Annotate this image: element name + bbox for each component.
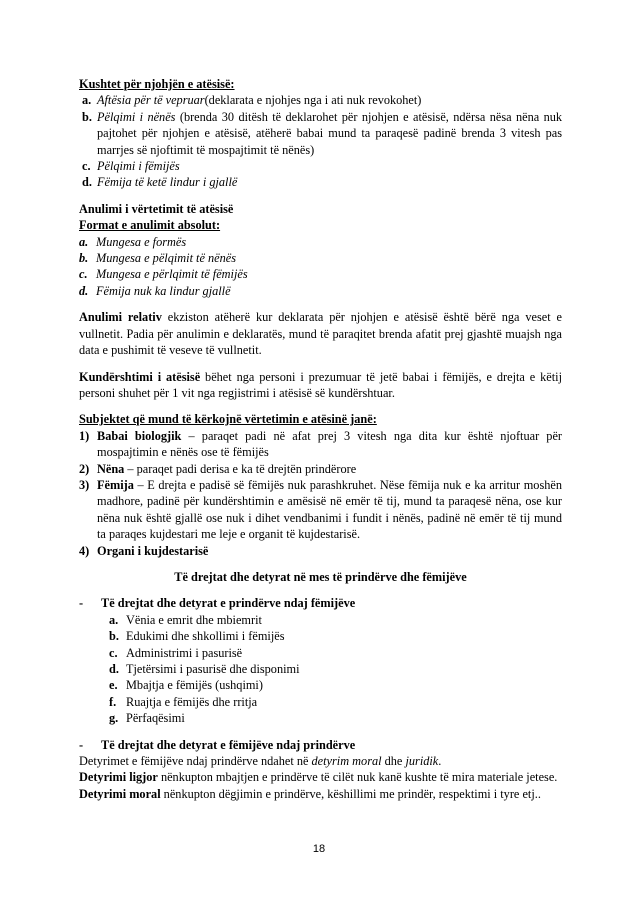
list-marker: a. bbox=[82, 93, 92, 108]
list-marker: a. bbox=[79, 234, 89, 249]
list-item bbox=[109, 645, 562, 661]
dash-heading-femijeve bbox=[79, 737, 562, 753]
section-heading-subjektet: Subjektet që mund të kërkojnë vërtetimin e atësinë janë: bbox=[79, 412, 377, 427]
list-item bbox=[79, 266, 562, 282]
text-span: juridik bbox=[405, 754, 439, 769]
list-marker: 2) bbox=[79, 461, 90, 476]
item-text: (brenda 30 ditësh të deklarohet për njohjen e atësisë, ndërsa nësa nëna nuk pajtohet për njohjen e atësisë, atëherë babai mund ta paraqesë padinë brenda 3 vitesh pas marrjes së njoftimit të mospajtimit të nënës) bbox=[97, 109, 563, 157]
list-item bbox=[79, 461, 562, 477]
item-text: Edukimi dhe shkollimi i fëmijës bbox=[126, 629, 285, 644]
text-span: detyrim moral bbox=[311, 754, 382, 769]
item-text: Mbajtja e fëmijës (ushqimi) bbox=[126, 678, 263, 693]
text-span: . bbox=[438, 754, 442, 769]
list-item bbox=[79, 250, 562, 266]
item-text: Administrimi i pasurisë bbox=[126, 645, 243, 660]
paragraph-text: ekziston atëherë kur deklarata për njohjen e atësisë është bërë nga veset e vullnetit. Padia për anulimin e deklaratës, mund të paraqitet brenda afatit prej gjashtë muajsh nga data e pushimit të veseve të vullnetit. bbox=[79, 310, 562, 358]
list-marker: b. bbox=[109, 629, 119, 644]
item-lead: Aftësia për të vepruar bbox=[97, 93, 205, 108]
item-lead: Babai biologjik bbox=[97, 428, 182, 443]
page-number: 18 bbox=[312, 843, 326, 855]
absolute-annulment-list bbox=[79, 234, 562, 300]
item-text: Mungesa e përlqimit të fëmijës bbox=[96, 267, 248, 282]
item-text: – E drejta e padisë së fëmijës nuk parashkruhet. Nëse fëmija nuk e ka arritur moshën madhore, padinë për kundërshtimin e amësisë në emër të tij, mund ta paraqesë nëna, ose kur nëna nuk është gjallë ose nuk i dihet vendbanimi i fundit i nënës, padinë në emër të tij mund ta paraqes kujdestari me leje e organit të kujdestarisë. bbox=[97, 477, 562, 542]
paragraph-text: nënkupton mbajtjen e prindërve të cilët nuk kanë kushte të mira materiale jetese. bbox=[157, 770, 558, 785]
list-marker: b. bbox=[82, 109, 92, 124]
item-text: Përfaqësimi bbox=[126, 711, 185, 726]
list-item bbox=[109, 628, 562, 644]
list-item bbox=[79, 234, 562, 250]
subheading-format: Format e anulimit absolut: bbox=[79, 218, 221, 233]
list-marker: e. bbox=[109, 678, 118, 693]
item-lead: Nëna bbox=[97, 461, 125, 476]
item-lead: Pëlqimi i fëmijës bbox=[97, 159, 180, 174]
list-marker: d. bbox=[79, 283, 89, 298]
item-text: Mungesa e formës bbox=[96, 234, 187, 249]
dash-marker: - bbox=[79, 737, 84, 752]
list-marker: 3) bbox=[79, 477, 90, 492]
item-text: – paraqet padi në afat prej 3 vitesh nga dita kur është njoftuar për mospajtimin e nënës ose të fëmijës bbox=[97, 428, 563, 460]
list-marker: d. bbox=[109, 662, 119, 676]
list-item bbox=[109, 710, 562, 726]
item-text: Mungesa e pëlqimit të nënës bbox=[96, 251, 237, 266]
section-heading: Të drejtat dhe detyrat e prindërve ndaj fëmijëve bbox=[101, 596, 356, 611]
item-text: Vënia e emrit dhe mbiemrit bbox=[126, 612, 262, 627]
list-marker: a. bbox=[109, 612, 119, 627]
paragraph-lead: Detyrimi ligjor bbox=[79, 770, 158, 785]
item-text: Tjetërsimi i pasurisë dhe disponimi bbox=[126, 662, 300, 676]
item-text: (deklarata e njohjes nga i ati nuk revokohet) bbox=[204, 93, 422, 108]
paragraph-detyrimi-ligjor bbox=[79, 769, 562, 785]
list-marker: g. bbox=[109, 711, 119, 726]
text-span: Detyrimet e fëmijëve ndaj prindërve ndahet në bbox=[79, 754, 312, 769]
document-page bbox=[79, 76, 562, 802]
paragraph-anulimi-relativ bbox=[79, 309, 562, 358]
paragraph-text: bëhet nga personi i prezumuar të jetë babai i fëmijës, e drejta e këtij personi shuhet për 1 vit nga regjistrimi i atësisë së kundërshtuar. bbox=[79, 369, 562, 400]
paragraph-detyrimi-moral bbox=[79, 786, 562, 802]
list-item bbox=[79, 283, 562, 299]
list-item bbox=[109, 661, 562, 677]
subjects-list bbox=[79, 428, 562, 559]
list-marker: b. bbox=[79, 251, 89, 266]
list-marker: 4) bbox=[79, 543, 90, 558]
item-text: Fëmija nuk ka lindur gjallë bbox=[96, 283, 231, 298]
paragraph-lead: Detyrimi moral bbox=[79, 786, 161, 801]
list-item bbox=[79, 174, 562, 190]
section-heading-anulimi: Anulimi i vërtetimit të atësisë bbox=[79, 201, 234, 216]
list-item bbox=[79, 92, 562, 108]
center-title: Të drejtat dhe detyrat në mes të prindërve dhe fëmijëve bbox=[174, 569, 467, 584]
paragraph-text: nënkupton dëgjimin e prindërve, këshillimi me prindër, respektimi i tyre etj.. bbox=[160, 786, 541, 801]
list-item bbox=[79, 158, 562, 174]
list-item bbox=[79, 543, 562, 559]
list-marker: f. bbox=[109, 694, 117, 709]
item-text: – paraqet padi derisa e ka të drejtën prindërore bbox=[124, 461, 357, 476]
paragraph-lead: Kundërshtimi i atësisë bbox=[79, 369, 201, 384]
list-marker: 1) bbox=[79, 428, 90, 443]
paragraph-detyrimet bbox=[79, 753, 562, 769]
dash-marker: - bbox=[79, 596, 84, 611]
paragraph-lead: Anulimi relativ bbox=[79, 310, 162, 325]
list-item bbox=[79, 477, 562, 543]
item-lead: Fëmija bbox=[97, 477, 134, 492]
list-marker: c. bbox=[109, 645, 118, 660]
parent-duties-list bbox=[79, 612, 562, 727]
list-item bbox=[79, 428, 562, 461]
list-item bbox=[109, 677, 562, 693]
list-marker: c. bbox=[79, 267, 88, 282]
section-heading: Të drejtat dhe detyrat e fëmijëve ndaj prindërve bbox=[101, 737, 356, 752]
section-heading-kushtet: Kushtet për njohjën e atësisë: bbox=[79, 77, 235, 91]
item-lead: Pëlqimi i nënës bbox=[97, 109, 176, 124]
list-marker: d. bbox=[82, 175, 92, 190]
text-span: dhe bbox=[381, 754, 406, 769]
item-lead: Fëmija të ketë lindur i gjallë bbox=[97, 175, 238, 190]
conditions-list bbox=[79, 92, 562, 190]
list-item bbox=[109, 694, 562, 710]
dash-heading-prinderve bbox=[79, 595, 562, 611]
item-text: Ruajtja e fëmijës dhe rritja bbox=[126, 694, 258, 709]
item-lead: Organi i kujdestarisë bbox=[97, 543, 209, 558]
list-marker: c. bbox=[82, 159, 91, 174]
paragraph-kundershtimi bbox=[79, 369, 562, 402]
list-item bbox=[79, 109, 562, 158]
list-item bbox=[109, 612, 562, 628]
